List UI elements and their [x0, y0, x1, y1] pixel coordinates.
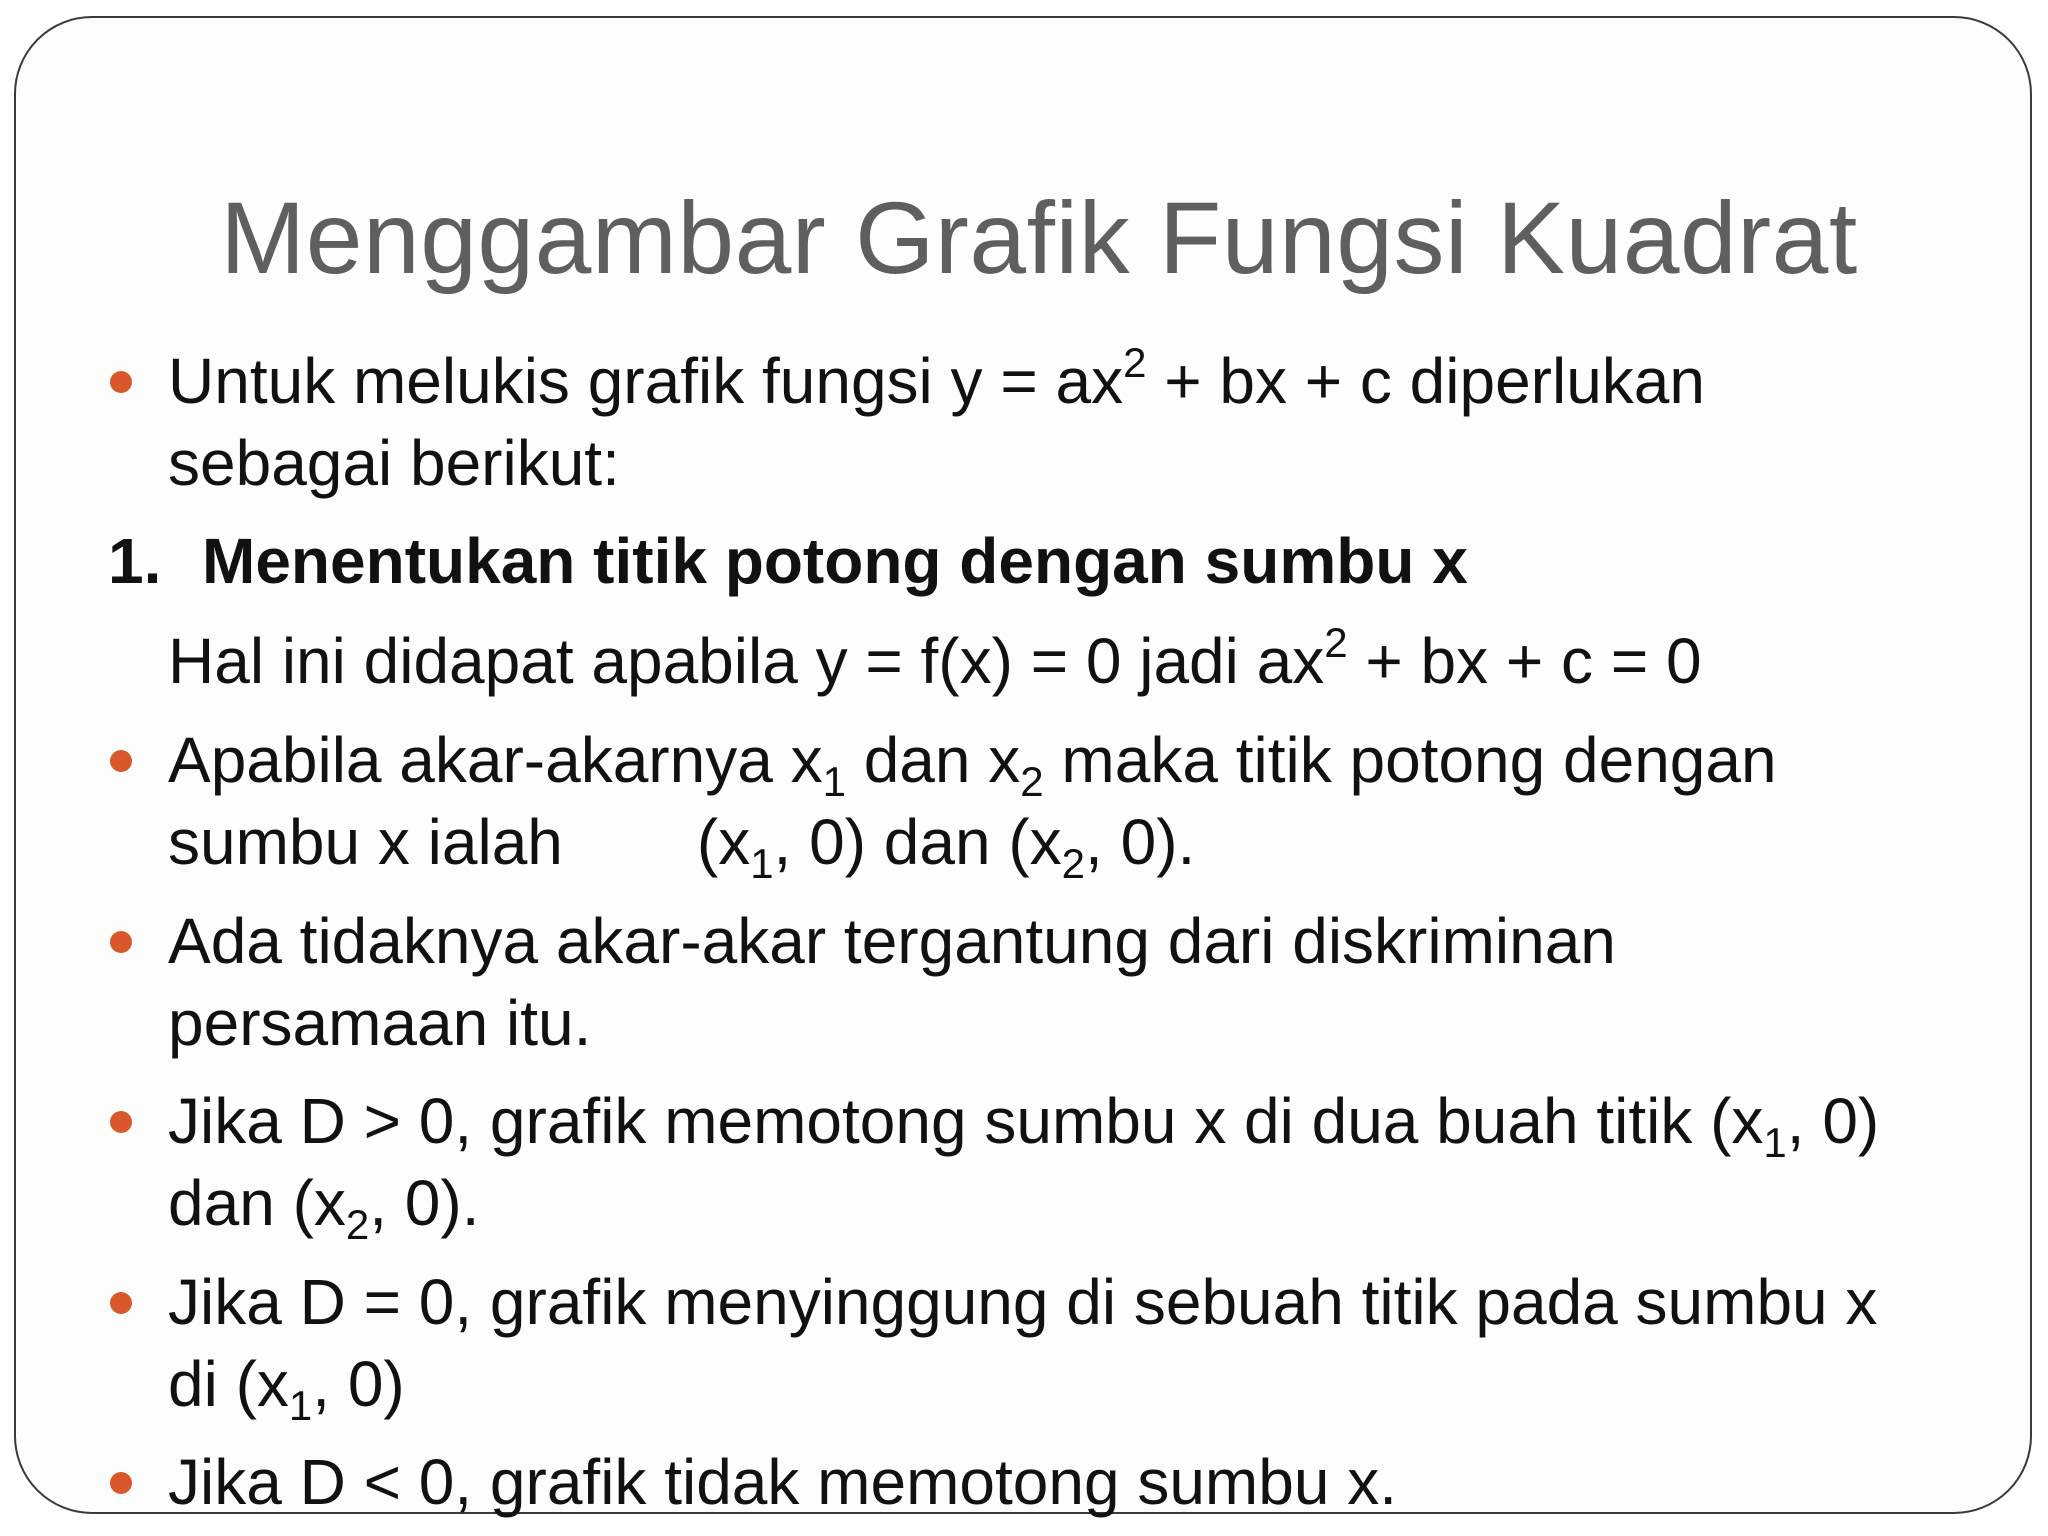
d-positive-text-a: Jika D > 0, grafik memotong sumbu x di dua buah titik (x	[168, 1085, 1764, 1157]
step-condition-line	[168, 620, 1702, 702]
roots-l2-text-b: (x	[696, 806, 751, 878]
d-positive-line-1	[168, 1080, 1880, 1166]
intro-line-1	[168, 340, 1705, 422]
roots-l2-text-d: , 0).	[1085, 806, 1196, 878]
roots-sub-2: 2	[1020, 758, 1044, 805]
intro-text-a: Untuk melukis grafik fungsi y = ax	[168, 345, 1124, 417]
d-positive-l2-text-a: dan (x	[168, 1167, 346, 1239]
d-positive-l2-text-b: , 0).	[369, 1167, 480, 1239]
d-positive-text-b: , 0)	[1786, 1085, 1880, 1157]
bullet-icon	[110, 1292, 132, 1314]
roots-l2-sub-1: 1	[750, 840, 774, 887]
bullet-icon	[110, 371, 132, 393]
roots-l2-sub-2: 2	[1061, 840, 1086, 887]
bullet-icon	[110, 1472, 132, 1494]
discriminant-line-1: Ada tidaknya akar-akar tergantung dari diskriminan	[168, 905, 1616, 977]
slide-title: Menggambar Grafik Fungsi Kuadrat	[220, 181, 1858, 295]
intro-line-2: sebagai berikut:	[168, 427, 620, 499]
step-heading-text: Menentukan titik potong dengan sumbu x	[202, 525, 1468, 597]
intro-sup: 2	[1123, 339, 1147, 386]
roots-line-2	[168, 801, 1196, 887]
d-zero-line-1: Jika D = 0, grafik menyinggung di sebuah titik pada sumbu x	[168, 1266, 1878, 1338]
d-zero-line-2	[168, 1343, 405, 1429]
d-positive-l2-sub: 2	[345, 1201, 370, 1248]
d-zero-sub: 1	[288, 1382, 313, 1429]
d-positive-line-2	[168, 1162, 480, 1248]
roots-text-b: dan x	[845, 724, 1021, 796]
d-positive-sub: 1	[1763, 1119, 1787, 1166]
roots-text-a: Apabila akar-akarnya x	[168, 724, 823, 796]
bullet-icon	[110, 750, 132, 772]
bullet-icon	[110, 931, 132, 953]
step-number: 1.	[108, 525, 162, 597]
d-zero-text-b: , 0)	[312, 1348, 405, 1420]
bullet-icon	[110, 1111, 132, 1133]
condition-text-a: Hal ini didapat apabila y = f(x) = 0 jadi ax	[168, 625, 1325, 697]
condition-sup: 2	[1324, 619, 1348, 666]
roots-text-c: maka titik potong dengan	[1043, 724, 1777, 796]
roots-sub-1: 1	[822, 758, 846, 805]
intro-text-b: + bx + c diperlukan	[1146, 345, 1705, 417]
discriminant-line-2: persamaan itu.	[168, 987, 592, 1059]
roots-line-1	[168, 719, 1777, 805]
roots-l2-text-a: sumbu x ialah	[168, 806, 563, 878]
d-negative-line-1: Jika D < 0, grafik tidak memotong sumbu x.	[168, 1446, 1397, 1518]
d-zero-text-a: di (x	[168, 1348, 289, 1420]
step-heading	[108, 520, 1468, 602]
roots-l2-text-c: , 0) dan (x	[773, 806, 1062, 878]
condition-text-b: + bx + c = 0	[1347, 625, 1702, 697]
